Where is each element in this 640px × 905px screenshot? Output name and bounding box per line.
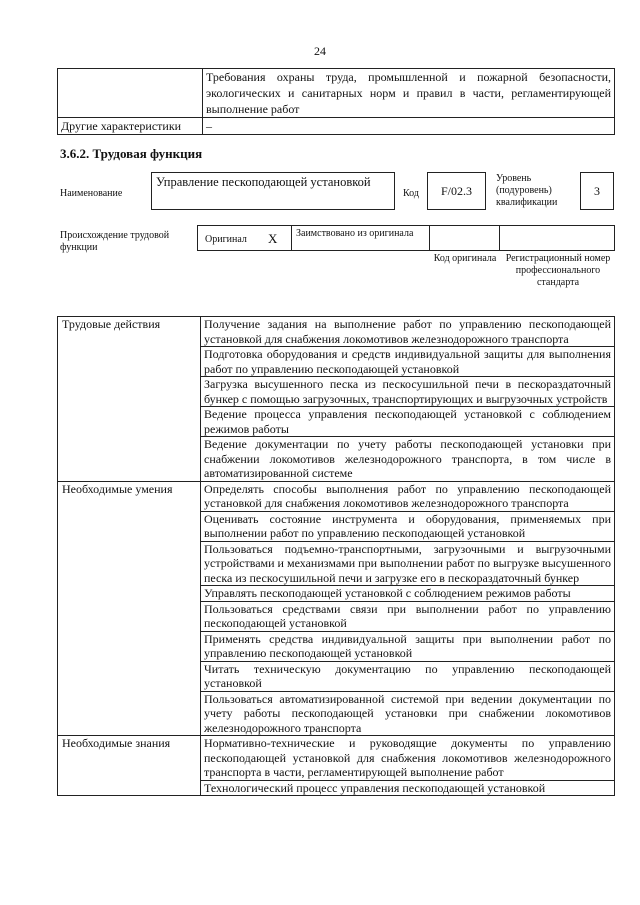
section-title: 3.6.2. Трудовая функция: [60, 146, 203, 161]
row-label: [58, 69, 203, 118]
origin-row: [197, 225, 615, 251]
group-item: Пользоваться автоматизированной системой при ведении документации по учету работы пескоподающей установки при снабжении локомотивов железнодорожного транспорта: [201, 691, 615, 736]
group-item: Ведение документации по учету работы пескоподающей установки при снабжении локомотивов железнодорожного транспорта, в том числе в автоматизированной системе: [201, 437, 615, 482]
group-item: Читать техническую документацию по управлению пескоподающей установкой: [201, 661, 615, 691]
borrowed-label: Заимствовано из оригинала: [296, 228, 414, 239]
table-row: [58, 118, 615, 135]
row-label: Другие характеристики: [58, 118, 203, 135]
group-item: Загрузка высушенного песка из пескосушильной печи в пескораздаточный бункер с помощью загрузочных, транспортирующих и выгрузочных устройств: [201, 377, 615, 407]
name-value: Управление пескоподающей установкой: [151, 172, 395, 210]
table-row: [58, 481, 615, 511]
group-item: Ведение процесса управления пескоподающей установкой с соблюдением режимов работы: [201, 407, 615, 437]
group-item: Определять способы выполнения работ по управлению пескоподающей установкой для снабжения локомотивов железнодорожного транспорта: [201, 481, 615, 511]
name-label: Наименование: [60, 188, 123, 199]
group-item: Получение задания на выполнение работ по управлению пескоподающей установкой для снабжения локомотивов железнодорожного транспорта: [201, 317, 615, 347]
group-label: Трудовые действия: [58, 317, 201, 482]
group-item: Оценивать состояние инструмента и оборудования, применяемых при выполнении работ по управлению пескоподающей установкой: [201, 511, 615, 541]
page-number: 24: [314, 44, 326, 58]
registration-number-cell: [499, 225, 615, 251]
original-code-cell: [429, 225, 500, 251]
code-label: Код: [403, 188, 419, 199]
characteristics-table: [57, 68, 615, 135]
table-row: [58, 736, 615, 781]
original-mark: X: [268, 231, 278, 246]
level-label: Уровень (подуровень) квалификации: [496, 173, 558, 208]
group-item: Технологический процесс управления пескоподающей установкой: [201, 780, 615, 796]
level-value: 3: [580, 172, 614, 210]
original-label: Оригинал: [205, 234, 247, 245]
registration-caption: Регистрационный номер профессионального стандарта: [505, 253, 611, 288]
group-item: Подготовка оборудования и средств индивидуальной защиты для выполнения работ по управлению пескоподающей установкой: [201, 347, 615, 377]
labor-function-table: [57, 316, 615, 796]
group-item: Пользоваться средствами связи при выполнении работ по управлению пескоподающей установкой: [201, 601, 615, 631]
table-row: [58, 317, 615, 347]
group-item: Пользоваться подъемно-транспортными, загрузочными и выгрузочными устройствами и механизмами при выполнении работ по выгрузке высушенного песка из пескосушильной печи и загрузке его в пескораздаточный бункер: [201, 541, 615, 586]
code-value: F/02.3: [427, 172, 486, 210]
code-caption: Код оригинала: [433, 253, 497, 264]
original-cell: [197, 225, 292, 251]
group-label: Необходимые знания: [58, 736, 201, 796]
group-item: Нормативно-технические и руководящие документы по управлению пескоподающей установкой для снабжения локомотивов железнодорожного транспорта в части, регламентирующей выполнение работ: [201, 736, 615, 781]
borrowed-cell: [291, 225, 430, 251]
table-row: [58, 69, 615, 118]
row-text: –: [203, 118, 615, 135]
group-item: Применять средства индивидуальной защиты при выполнении работ по управлению пескоподающей установкой: [201, 631, 615, 661]
group-item: Управлять пескоподающей установкой с соблюдением режимов работы: [201, 586, 615, 602]
group-label: Необходимые умения: [58, 481, 201, 736]
origin-label: Происхождение трудовой функции: [60, 230, 170, 253]
row-text: Требования охраны труда, промышленной и пожарной безопасности, экологических и санитарных норм и правил в части, регламентирующей выполнение работ: [203, 69, 615, 118]
